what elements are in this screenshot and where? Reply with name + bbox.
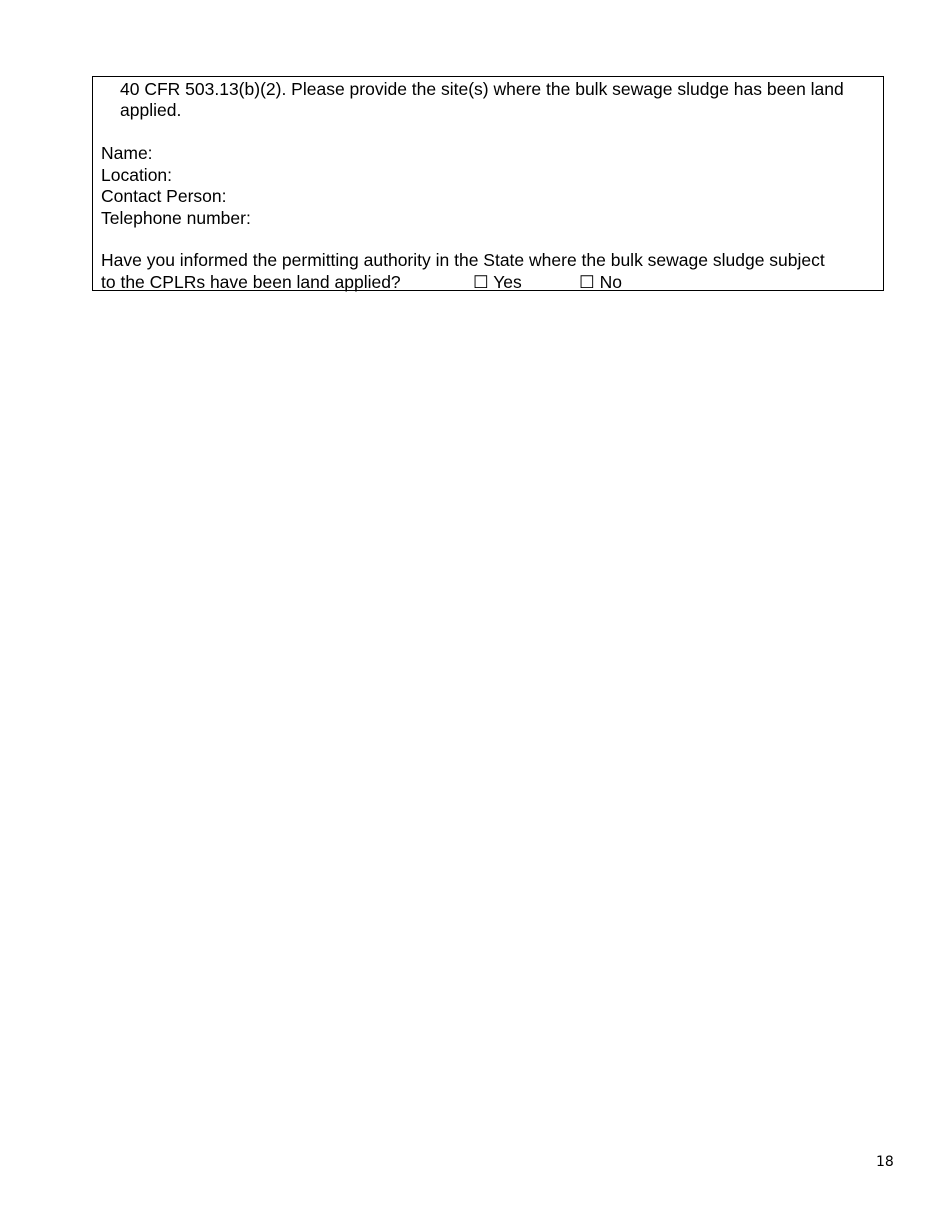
no-checkbox-icon[interactable]: ☐ (579, 271, 600, 292)
location-field-label: Location: (101, 164, 173, 185)
yes-option[interactable] (473, 272, 522, 293)
page-number: 18 (876, 1154, 894, 1170)
no-option-label: No (599, 271, 622, 292)
no-option[interactable] (579, 272, 622, 293)
yes-option-label: Yes (493, 271, 522, 292)
state-notification-question: Have you informed the permitting authority in the State where the bulk sewage sludge subject (101, 250, 825, 270)
regulation-instruction: 40 CFR 503.13(b)(2). Please provide the site(s) where the bulk sewage sludge has been land applied. (120, 79, 844, 121)
land-application-site-box (92, 76, 884, 291)
contact-person-field-label: Contact Person: (101, 186, 227, 206)
yes-checkbox-icon[interactable]: ☐ (473, 271, 494, 292)
name-field-label: Name: (101, 143, 153, 163)
state-notification-question-continued: to the CPLRs have been land applied? (101, 271, 401, 292)
telephone-field-label: Telephone number: (101, 207, 251, 228)
